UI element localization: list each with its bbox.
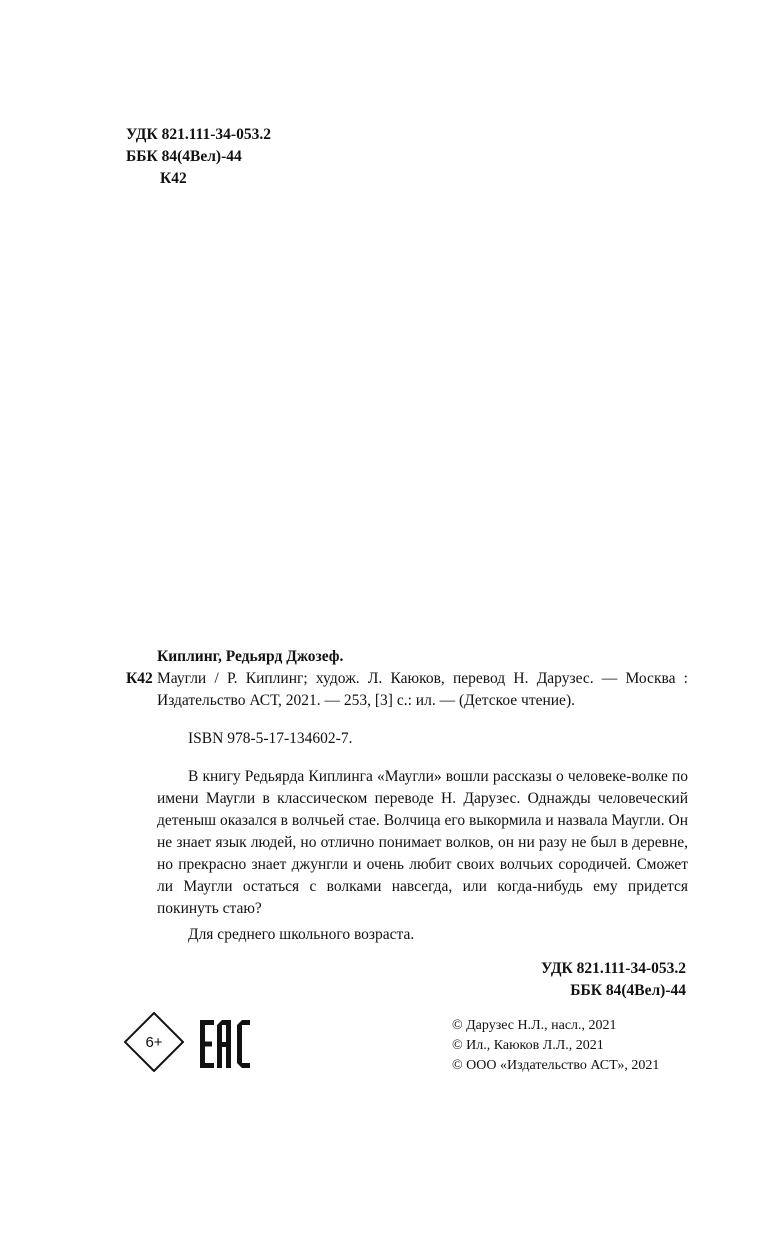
age-rating-badge — [124, 1012, 184, 1072]
catalog-entry — [126, 646, 688, 946]
copyright-line: © Ил., Каюков Л.Л., 2021 — [452, 1038, 604, 1053]
entry-annotation: В книгу Редьярда Киплинга «Маугли» вошли рассказы о человеке-волке по имени Маугли в классическом переводе Н. Дарузес. Однажды человеческий детеныш оказался в волчьей стае. Волчица его выкормила и назвала Маугли. Он не знает язык людей, но отлично понимает волков, он ни разу не был в деревне, но прекрасно знает джунгли и очень любит своих волчьих сородичей. Сможет ли Маугли остаться с волками навсегда, или когда-нибудь ему придется покинуть стаю? — [157, 768, 688, 917]
header-author-mark: К42 — [160, 170, 187, 187]
footer-udk-code: УДК 821.111-34-053.2 — [541, 960, 686, 977]
entry-description-row — [126, 668, 688, 712]
copyright-line: © Дарузес Н.Л., насл., 2021 — [452, 1018, 617, 1033]
entry-author-mark: К42 — [126, 670, 153, 687]
entry-isbn: ISBN 978-5-17-134602-7. — [188, 730, 353, 747]
age-rating-text: 6+ — [145, 1034, 163, 1051]
entry-age-note: Для среднего школьного возраста. — [188, 926, 415, 943]
copyright-block — [452, 1016, 659, 1076]
header-udk-code: УДК 821.111-34-053.2 — [126, 126, 271, 143]
footer-classification-codes — [541, 958, 686, 1002]
footer-bbk-code: ББК 84(4Вел)-44 — [570, 982, 686, 999]
header-bbk-code: ББК 84(4Вел)-44 — [126, 148, 242, 165]
copyright-line: © ООО «Издательство АСТ», 2021 — [452, 1058, 660, 1073]
entry-description: Маугли / Р. Киплинг; худож. Л. Каюков, перевод Н. Дарузес. — Москва : Издательство АСТ, 2021. — 253, [3] с.: ил. — (Детское чтение). — [157, 670, 688, 709]
entry-author: Киплинг, Редьярд Джозеф. — [157, 648, 344, 665]
eac-icon — [200, 1020, 250, 1068]
header-classification-codes — [126, 124, 271, 190]
